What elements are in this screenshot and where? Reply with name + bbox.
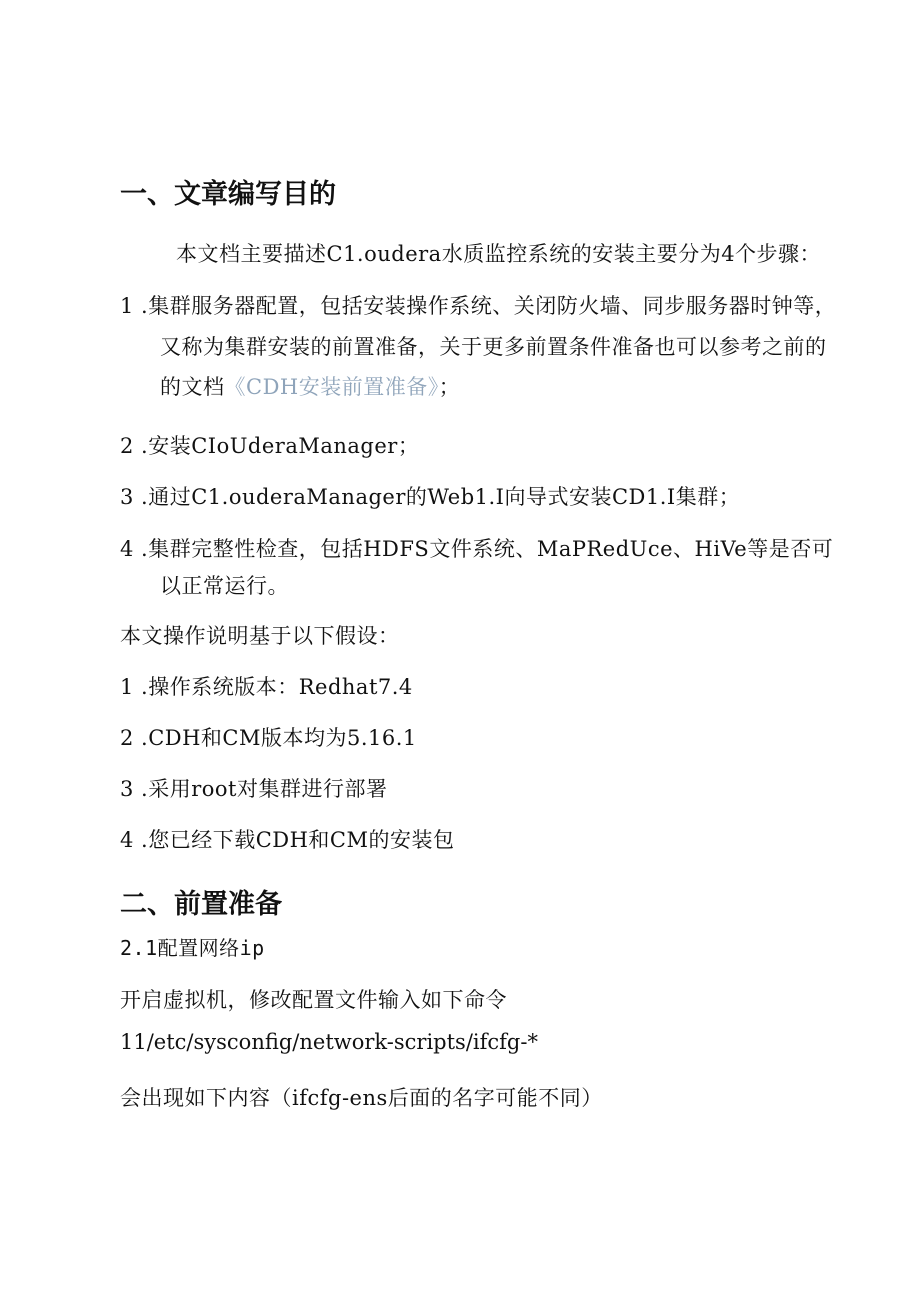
step-3-line: 3 .通过C1.ouderaManager的Web1.I向导式安装CD1.I集群； xyxy=(120,485,741,509)
doc-link-cdh-prereq[interactable]: 《CDH安装前置准备》 xyxy=(224,375,439,399)
section-heading-purpose: 一、文章编写目的 xyxy=(120,179,336,210)
subheading-network-ip: 2.1配置网络ip xyxy=(120,936,265,960)
step-1-line-3-prefix: 的文档 xyxy=(160,375,225,399)
step-1-line-3-suffix: ； xyxy=(438,375,461,399)
step-2-line: 2 .安装CIoUderaManager； xyxy=(120,434,420,458)
para-output-note: 会出现如下内容（ifcfg-ens后面的名字可能不同） xyxy=(120,1086,603,1110)
assumption-3: 3 .采用root对集群进行部署 xyxy=(120,777,388,801)
step-4-line-2: 以正常运行。 xyxy=(160,574,289,598)
assumptions-intro: 本文操作说明基于以下假设： xyxy=(120,624,400,648)
step-1-line-1: 1 .集群服务器配置，包括安装操作系统、关闭防火墙、同步服务器时钟等， xyxy=(120,294,837,318)
assumption-1: 1 .操作系统版本：Redhat7.4 xyxy=(120,675,413,699)
step-1-line-2: 又称为集群安装的前置准备，关于更多前置条件准备也可以参考之前的 xyxy=(160,335,827,359)
intro-paragraph: 本文档主要描述C1.oudera水质监控系统的安装主要分为4个步骤： xyxy=(176,242,822,266)
step-1-line-3 xyxy=(160,377,460,398)
step-4-line-1: 4 .集群完整性检查，包括HDFS文件系统、MaPRedUce、HiVe等是否可 xyxy=(120,537,834,561)
para-open-vm: 开启虚拟机，修改配置文件输入如下命令 xyxy=(120,988,507,1012)
command-line: 11/etc/sysconfig/network-scripts/ifcfg-* xyxy=(120,1030,538,1054)
assumption-4: 4 .您已经下载CDH和CM的安装包 xyxy=(120,828,455,852)
section-heading-prep: 二、前置准备 xyxy=(120,889,282,920)
assumption-2: 2 .CDH和CM版本均为5.16.1 xyxy=(120,726,417,750)
